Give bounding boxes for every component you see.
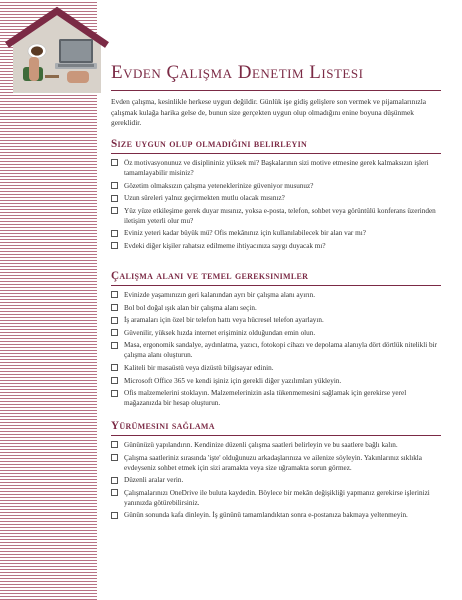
section-heading: Yürümesini sağlama [111,420,441,436]
checkbox[interactable] [111,159,118,166]
checklist-item-text: Uzun süreleri yalnız geçirmekten mutlu olacak mısınız? [124,194,285,203]
section-suitability [111,138,441,254]
checklist-item-text: Öz motivasyonunuz ve disiplininiz yüksek mi? Başkalarının sizi motive etmesine gerek kalmaksızın işleri tamamlayabilir misiniz? [124,159,429,177]
checklist-item [111,328,441,338]
checkbox[interactable] [111,329,118,336]
checkbox[interactable] [111,489,118,496]
checklist-item [111,376,441,386]
checklist-item-text: Çalışma saatleriniz sırasında 'işte' olduğunuzu arkadaşlarınıza ve ailenize söyleyin. Yakınlarınız sıklıkla evdeyseniz sohbet etmek için sizi aramakta veya size uğramakta sorun görmez. [124,453,422,472]
page-title: Evden Çalışma Denetim Listesi [111,62,441,91]
checklist [111,440,441,520]
checklist-item-text: Yüz yüze etkileşime gerek duyar mısınız, yoksa e-posta, telefon, sohbet veya görüntülü konferans üzerinden iletişim yeterli olur mu? [124,206,436,225]
checklist-item [111,158,441,178]
checklist-item [111,510,441,520]
checklist-item-text: Bol bol doğal ışık alan bir çalışma alanı seçin. [124,303,257,312]
checklist-item [111,290,441,300]
checkbox[interactable] [111,182,118,189]
checkbox[interactable] [111,477,118,484]
house-roof-laptop-workspace-icon [5,5,109,97]
checkbox[interactable] [111,454,118,461]
checklist-item [111,206,441,226]
checklist-item [111,453,441,473]
checkbox[interactable] [111,195,118,202]
checklist-item [111,388,441,408]
checkbox[interactable] [111,364,118,371]
checkbox[interactable] [111,291,118,298]
checklist-item-text: Çalışmalarınızı OneDrive ile buluta kaydedin. Böylece bir mekân değişikliği yapmanız gerekirse işlerinizi yanınızda götürebilirsiniz. [124,488,430,507]
section-heading: Size uygun olup olmadığını belirleyin [111,138,441,154]
checklist-item-text: Ofis malzemelerini stoklayın. Malzemelerinizin asla tükenmemesini sağlamak için gerekirse yerel mağazanızda bir hesap oluşturun. [124,389,407,408]
checklist-item-text: Evinizde yaşamınızın geri kalanından ayrı bir çalışma alanı ayırın. [124,291,315,299]
checklist-item-text: Düzenli aralar verin. [124,476,184,485]
checklist-item-text: Eviniz yeteri kadar büyük mü? Ofis mekânınız için kullanılabilecek bir alan var mı? [124,229,366,238]
checklist [111,158,441,251]
checklist-item [111,303,441,313]
checklist-item-text: Güvenilir, yüksek hızda internet erişiminiz olduğundan emin olun. [124,328,316,337]
checkbox[interactable] [111,317,118,324]
checkbox[interactable] [111,512,118,519]
checklist-item [111,181,441,191]
checklist-item [111,193,441,203]
checkbox[interactable] [111,441,118,448]
checklist-item-text: Gözetim olmaksızın çalışma yeteneklerinize güveniyor musunuz? [124,181,314,190]
checklist-item [111,340,441,360]
checklist-item [111,315,441,325]
checkbox[interactable] [111,242,118,249]
checkbox[interactable] [111,342,118,349]
checklist-item [111,440,441,450]
checklist-item [111,228,441,238]
section-workspace [111,270,441,411]
checklist [111,290,441,408]
checklist-item [111,475,441,485]
checkbox[interactable] [111,230,118,237]
intro-paragraph: Evden çalışma, kesinlikle herkese uygun değildir. Günlük işe gidiş gelişlere son vermek ve pijamalarınızla çalışmak kulağa harika gelse de, bunun size gerçekten uygun olup olmadığını enine boyuna düşünmek gereklidir. [111,97,427,128]
checklist-item-text: Gününüzü yapılandırın. Kendinize düzenli çalışma saatleri belirleyin ve bu saatlere bağlı kalın. [124,441,398,449]
checkbox[interactable] [111,390,118,397]
checklist-item-text: Microsoft Office 365 ve kendi işiniz için gerekli diğer yazılımları yükleyin. [124,376,342,385]
section-making-it-work [111,420,441,523]
checklist-item-text: Evdeki diğer kişiler rahatsız edilmeme ihtiyacınıza saygı duyacak mı? [124,241,326,250]
checklist-item [111,241,441,251]
checkbox[interactable] [111,377,118,384]
checklist-item [111,363,441,373]
checklist-item [111,488,441,508]
checklist-item-text: Kaliteli bir masaüstü veya dizüstü bilgisayar edinin. [124,363,274,372]
checkbox[interactable] [111,304,118,311]
section-heading: Çalışma alanı ve temel gereksinimler [111,270,441,286]
checkbox[interactable] [111,207,118,214]
checklist-item-text: Masa, ergonomik sandalye, aydınlatma, yazıcı, fotokopi cihazı ve depolama alanıyla dört dörtlük nitelikli bir çalışma alanı oluşturun. [124,341,438,360]
checklist-item-text: Günün sonunda kafa dinleyin. İş gününü tamamlandıktan sonra e-postanıza bakmaya yeltenmeyin. [124,511,408,520]
checklist-item-text: İş aramaları için özel bir telefon hattı veya hücresel telefon ayarlayın. [124,316,324,325]
